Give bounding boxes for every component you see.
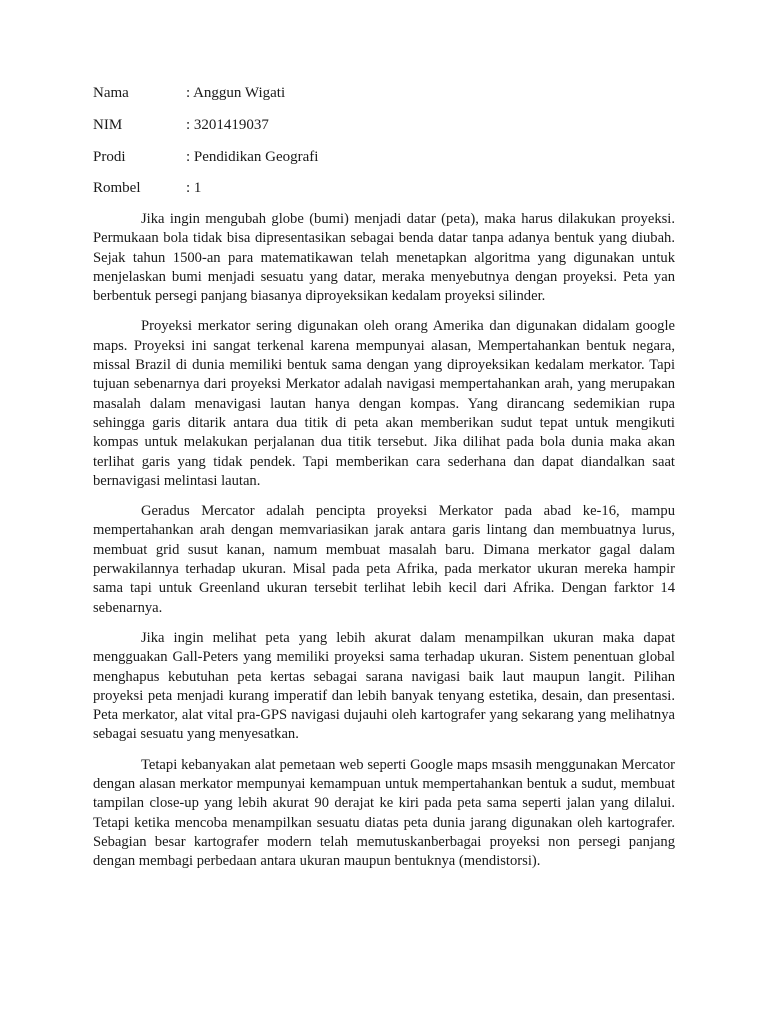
student-info (93, 84, 683, 211)
prodi-label: Prodi (93, 148, 126, 165)
name-label: Nama (93, 85, 129, 101)
paragraph-5: Tetapi kebanyakan alat pemetaan web seperti Google maps msasih menggunakan Mercator dengan alasan merkator mempunyai kemampuan untuk mempertahankan bentuk a sudut, membuat tampilan close-up yang lebih akurat 90 derajat ke kiri pada peta sama seperti jalan yang dilalui. Tetapi ketika mencoba menampilkan sesuatu diatas peta dunia jarang digunakan oleh kartografer. Sebagian besar kartografer modern telah memutuskanberbagai proyeksi non persegi panjang dengan membagi perbedaan antara ukuran maupun bentuknya (mendistorsi). (93, 756, 675, 870)
paragraph-4: Jika ingin melihat peta yang lebih akurat dalam menampilkan ukuran maka dapat mengguakan Gall-Peters yang memiliki proyeksi sama terhadap ukuran. Sistem penentuan global menghapus kebutuhan peta kertas sebagai sarana navigasi baik laut maupun langit. Pilihan proyeksi peta menjadi kurang imperatif dan lebih banyak tenyang estetika, desain, dan presentasi. Peta merkator, alat vital pra-GPS navigasi dujauhi oleh kartografer yang sekarang yang melihatnya sebagai sesuatu yang menyesatkan. (93, 629, 675, 743)
prodi-value: : Pendidikan Geografi (186, 148, 319, 165)
rombel-value: : 1 (186, 180, 202, 197)
nim-label: NIM (93, 116, 123, 133)
student-info-row-name (93, 84, 683, 103)
paragraph-3: Geradus Mercator adalah pencipta proyeksi Merkator pada abad ke-16, mampu mempertahankan arah dengan memvariasikan jarak antara garis lintang dan membuatnya lurus, membuat grid susut kanan, namum membuat masalah baru. Dimana merkator gagal dalam perwakilannya terhadap ukuran. Misal pada peta Afrika, pada merkator ukuran mereka hampir sama tapi untuk Greenland ukuran tersebit terlihat lebih kecil dari Afrika. Dengan farktor 14 sebenarnya. (93, 503, 675, 616)
paragraph-2: Proyeksi merkator sering digunakan oleh orang Amerika dan digunakan didalam google maps. Proyeksi ini sangat terkenal karena mempunyai alasan, Mempertahankan bentuk negara, missal Brazil di dunia memiliki bentuk sama dengan yang diproyeksikan kedalam merkator. Tapi tujuan sebenarnya dari proyeksi Merkator adalah navigasi mempertahankan arah, yang merupakan masalah dalam menavigasi lautan hanya dengan kompas. Yang dirancang sedemikian rupa sehingga garis ditarik antara dua titik di peta akan memberikan sudut tepat untuk mengikuti kompas untuk melakukan perjalanan dua titik tersebut. Jika dilihat pada bola dunia maka akan terlihat garis yang tidak pendek. Tapi memberikan cara sederhana dan dapat diandalkan saat bernavigasi melintasi lautan. (93, 318, 675, 489)
student-info-row-rombel (93, 179, 683, 198)
paragraph-1: Jika ingin mengubah globe (bumi) menjadi datar (peta), maka harus dilakukan proyeksi. Permukaan bola tidak bisa dipresentasikan sebagai benda datar tanpa adanya bentuk yang diubah. Sejak tahun 1500-an para matematikawan telah menetapkan algoritma yang digunakan untuk menjelaskan bumi menjadi sesuatu yang datar, meraka menyebutnya dengan proyeksi. Peta yan berbentuk persegi panjang biasanya diproyeksikan kedalam proyeksi silinder. (93, 211, 675, 305)
student-info-row-nim (93, 116, 683, 135)
student-info-row-prodi (93, 148, 683, 167)
essay-body (93, 210, 675, 883)
nim-value: : 3201419037 (186, 116, 269, 133)
rombel-label: Rombel (93, 180, 141, 197)
name-value: : Anggun Wigati (186, 85, 286, 101)
